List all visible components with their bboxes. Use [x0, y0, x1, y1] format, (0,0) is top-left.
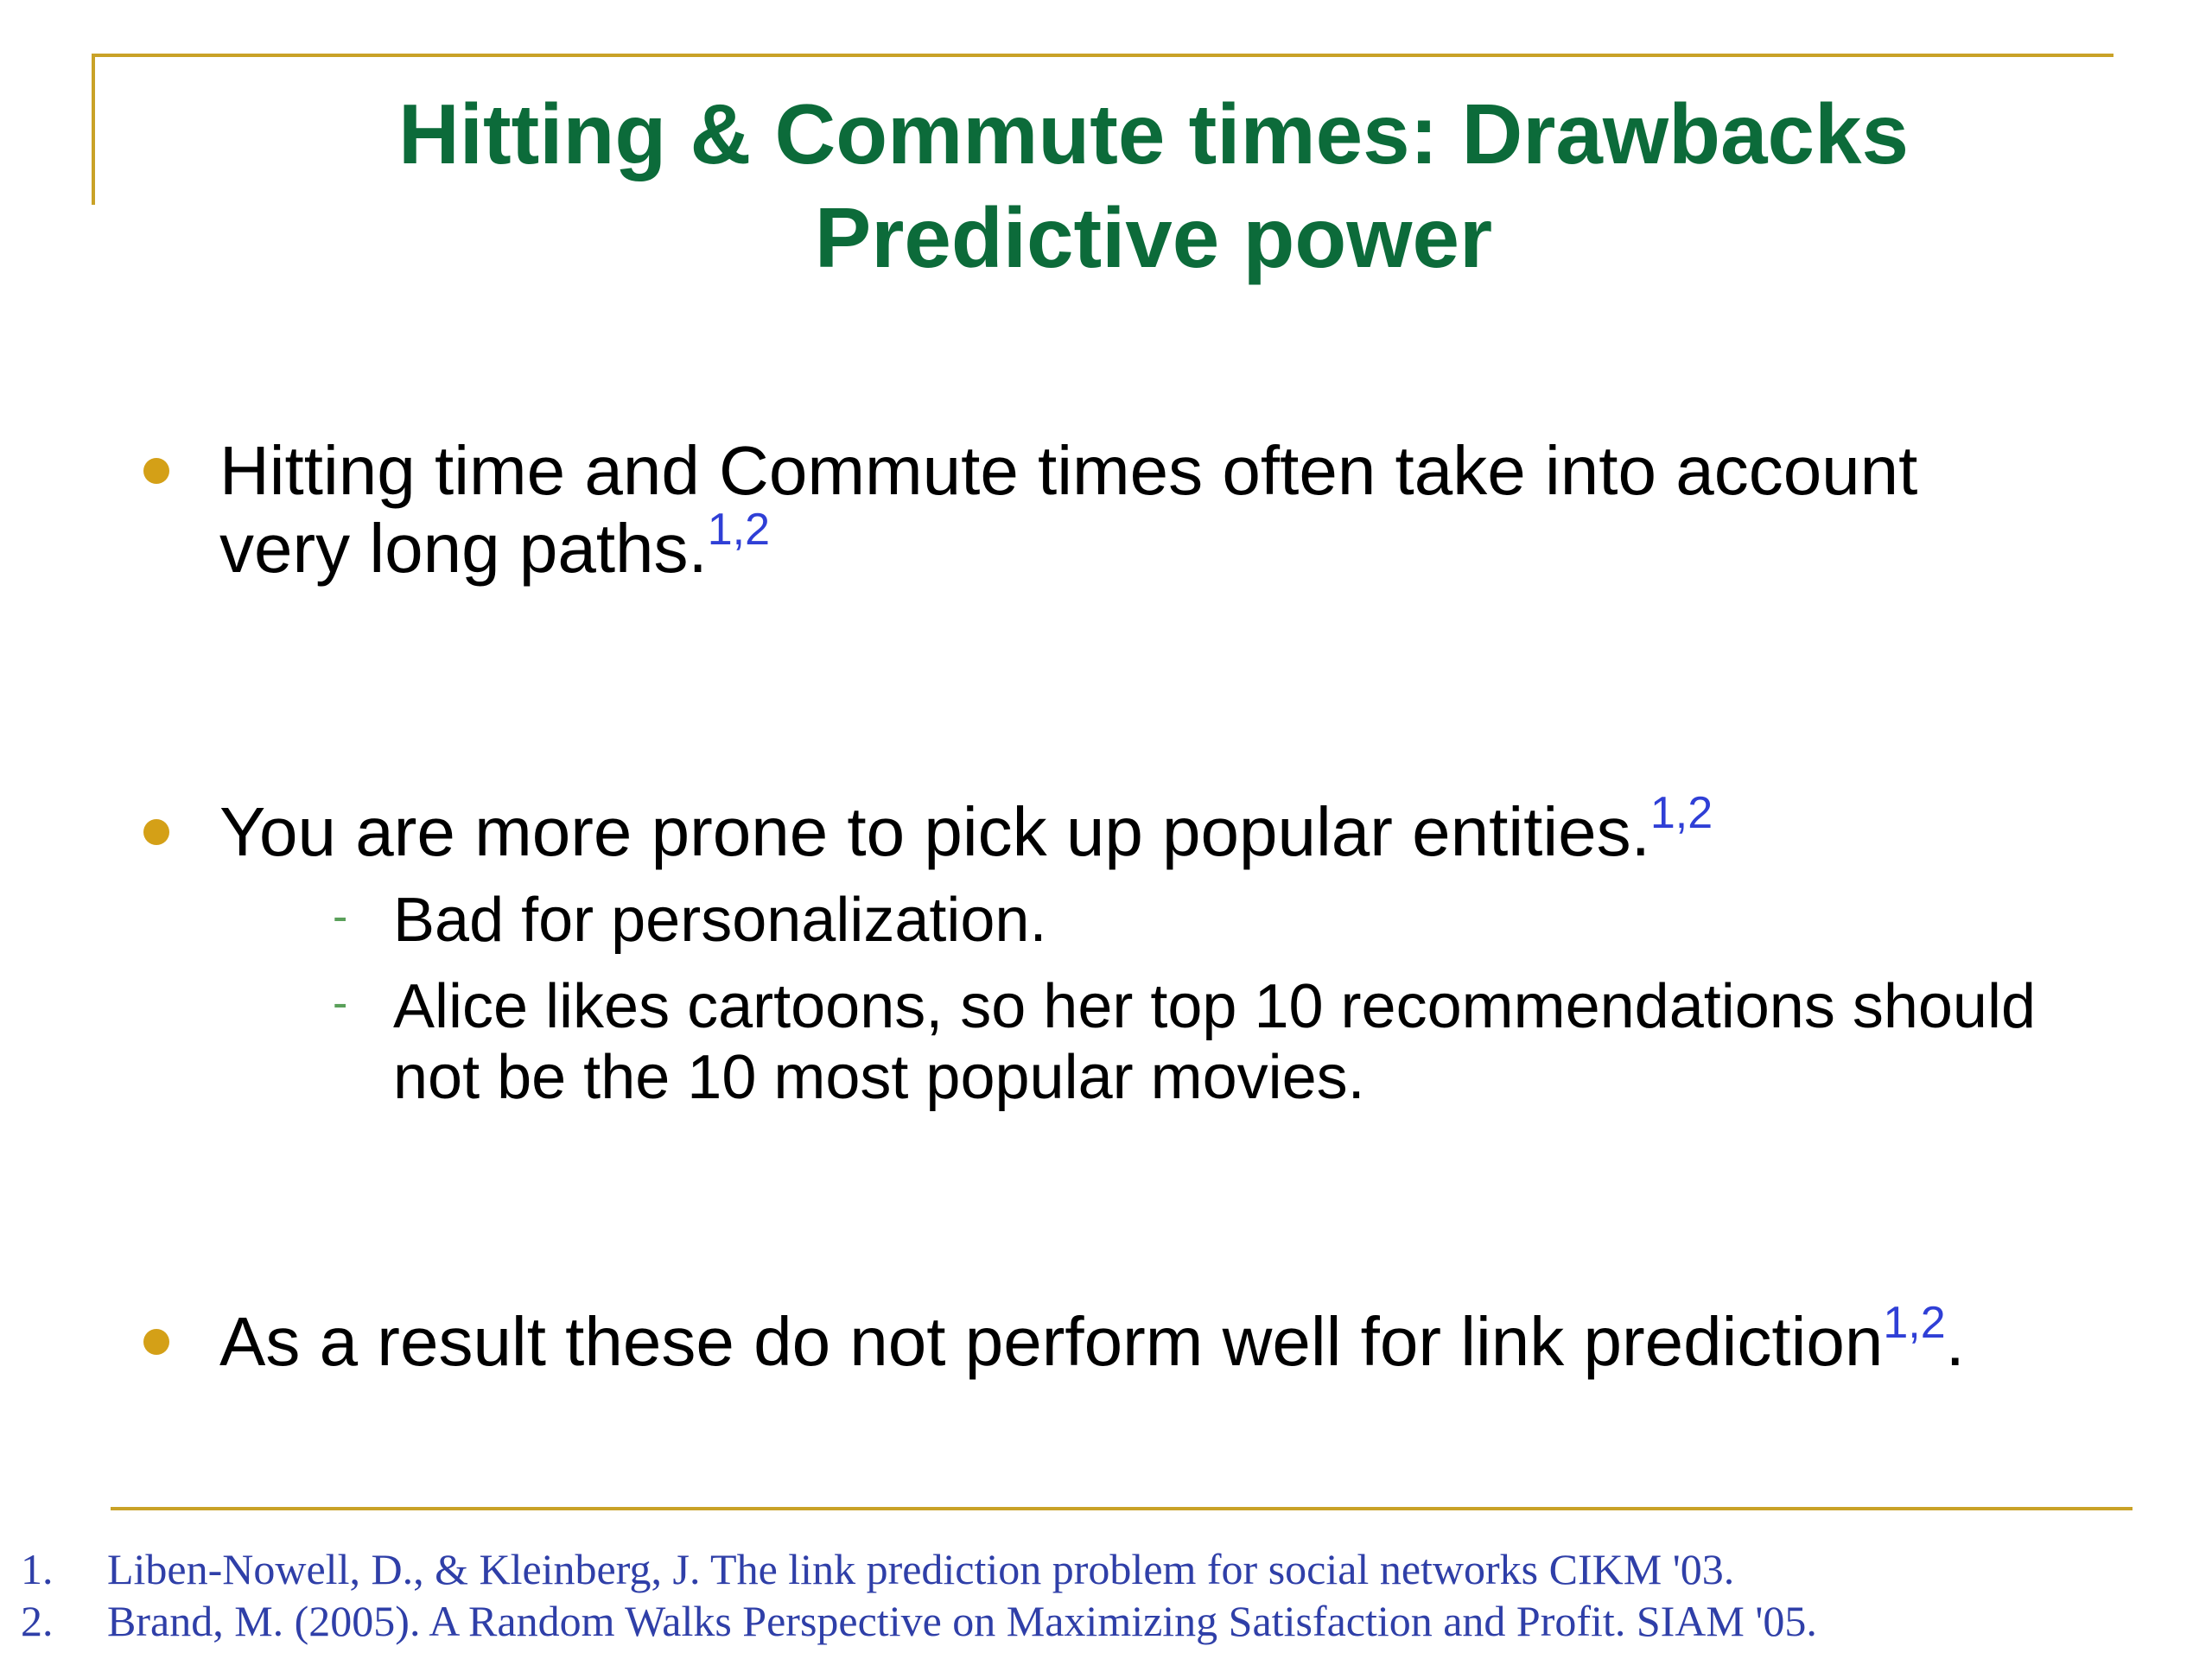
sub-item-2-text-line-2: not be the 10 most popular movies.: [393, 1043, 1365, 1112]
reference-item-1: [21, 1543, 1734, 1595]
sub-dash-icon: -: [333, 978, 348, 1028]
bullet-3-text: As a result these do not perform well for link prediction: [219, 1303, 1884, 1380]
citation-superscript: 1,2: [707, 505, 771, 556]
bullet-1-line-2-text: very long paths.: [219, 510, 708, 587]
slide-title-line-2: Predictive power: [814, 190, 1493, 285]
sub-dash-icon: -: [333, 892, 348, 942]
sub-item-2-continued: [393, 1042, 1365, 1113]
sub-item-2-text-line-1: Alice likes cartoons, so her top 10 recommendations should: [393, 972, 2037, 1041]
footer-rule: [111, 1507, 2133, 1510]
reference-text: Liben-Nowell, D., & Kleinberg, J. The link prediction problem for social networks CIKM '03.: [107, 1545, 1735, 1593]
sub-item-1-text: Bad for personalization.: [393, 886, 1047, 955]
sub-item-1: [333, 885, 1047, 956]
bullet-3-trailing-period: .: [1945, 1303, 1965, 1380]
bullet-2-text: You are more prone to pick up popular entities.: [219, 793, 1650, 870]
slide-title-line-1: Hitting & Commute times: Drawbacks: [398, 86, 1909, 181]
reference-item-2: [21, 1595, 1817, 1647]
citation-superscript: 1,2: [1883, 1298, 1946, 1349]
sub-item-2: [333, 971, 2037, 1042]
reference-number: 1.: [21, 1545, 54, 1593]
bullet-2-line-1: [219, 788, 1713, 871]
bullet-1-line-2: [219, 505, 771, 588]
bullet-dot-icon: [143, 1329, 169, 1355]
title-frame-top-rule: [92, 54, 2113, 57]
bullet-3-line-1: [219, 1298, 1965, 1381]
bullet-dot-icon: [143, 819, 169, 845]
citation-superscript: 1,2: [1649, 788, 1713, 839]
reference-number: 2.: [21, 1597, 54, 1645]
slide-title: [95, 82, 2212, 289]
reference-text: Brand, M. (2005). A Random Walks Perspective on Maximizing Satisfaction and Profit. SIAM '05.: [107, 1597, 1817, 1645]
bullet-dot-icon: [143, 458, 169, 484]
bullet-1-line-1: Hitting time and Commute times often take into account: [219, 432, 1918, 509]
